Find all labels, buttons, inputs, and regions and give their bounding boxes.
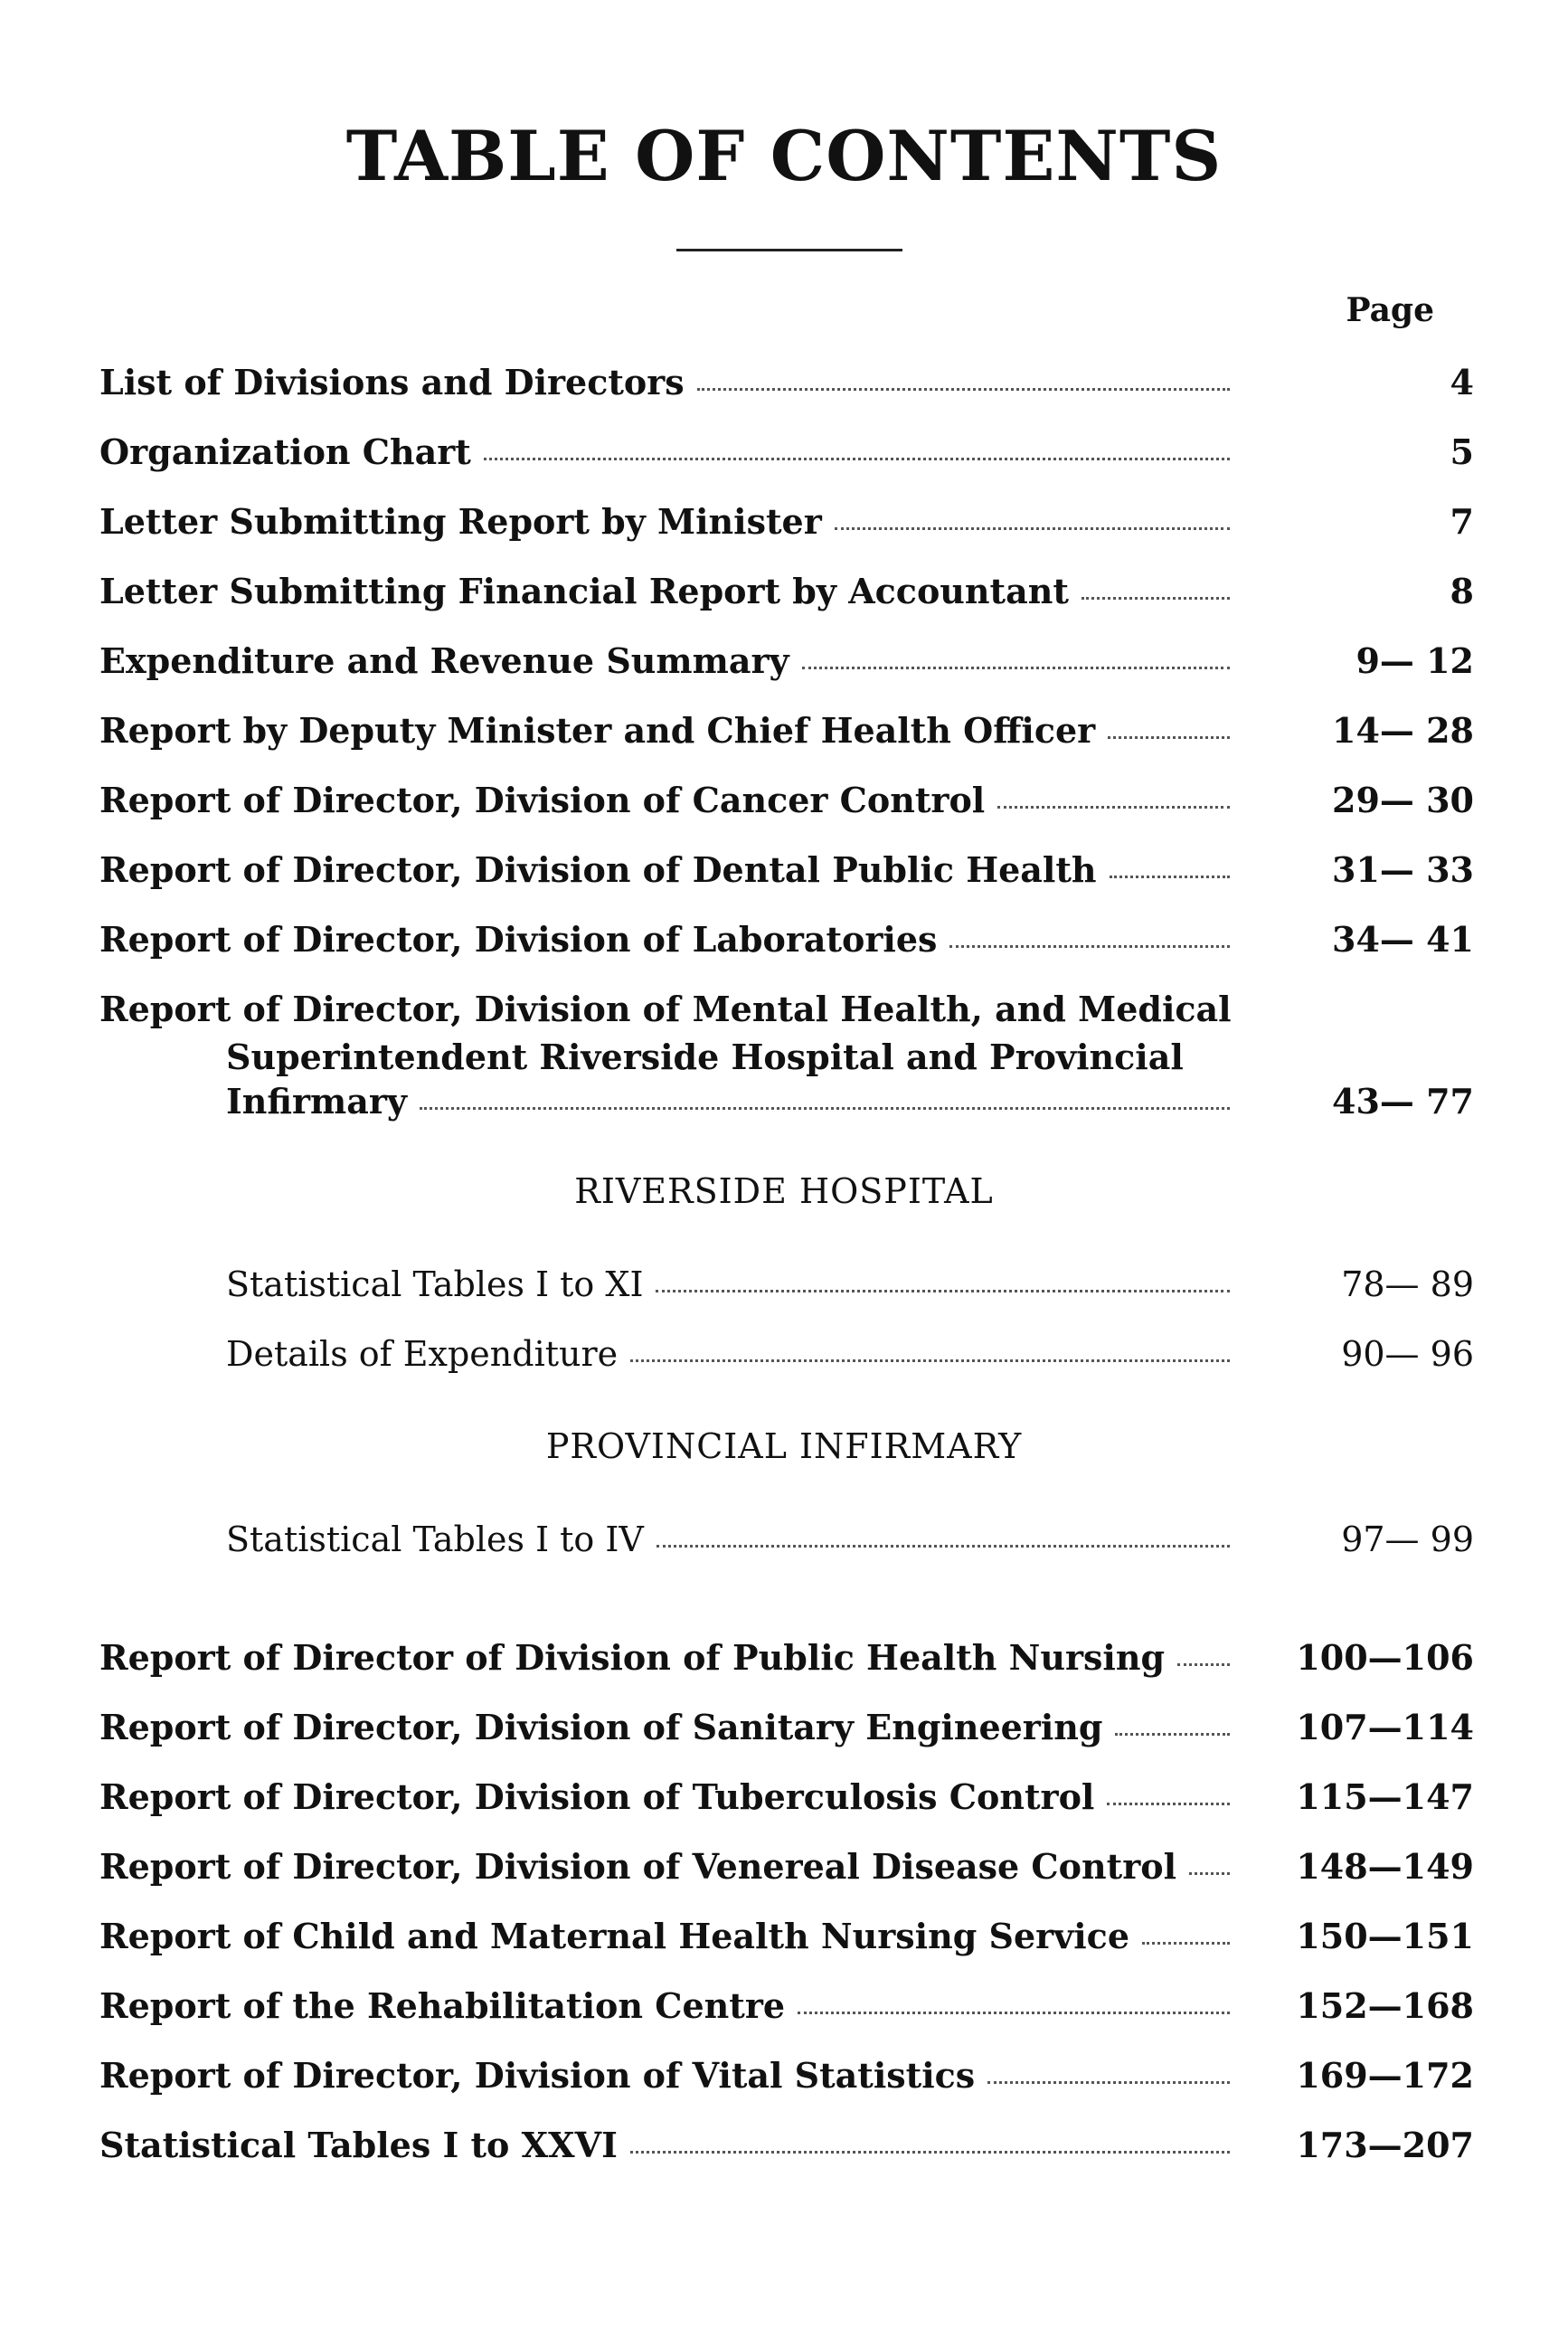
toc-entry[interactable] xyxy=(99,2125,1474,2175)
entry-pages: 97— 99 xyxy=(1341,1520,1474,1559)
entry-pages: 78— 89 xyxy=(1341,1264,1474,1304)
entry-label: Details of Expenditure xyxy=(226,1334,619,1374)
entry-label-line2: Superintendent Riverside Hospital and Provincial xyxy=(226,1037,1184,1077)
toc-entry[interactable] xyxy=(99,501,1474,552)
toc-entry[interactable] xyxy=(99,1520,1474,1570)
entry-label: Report of Director, Division of Tuberculosis Control xyxy=(99,1776,1095,1817)
entry-pages: 34— 41 xyxy=(1332,919,1474,960)
entry-pages: 14— 28 xyxy=(1332,710,1474,751)
entry-label: Report of Director, Division of Laboratories xyxy=(99,919,938,960)
entry-label: Letter Submitting Financial Report by Accountant xyxy=(99,571,1069,611)
entry-pages: 7 xyxy=(1450,501,1474,542)
toc-entry[interactable] xyxy=(99,919,1474,970)
section-heading-riverside: RIVERSIDE HOSPITAL xyxy=(574,1171,994,1211)
dot-leader xyxy=(987,2081,1230,2084)
entry-pages: 115—147 xyxy=(1296,1776,1474,1817)
dot-leader xyxy=(484,458,1230,460)
dot-leader xyxy=(1110,876,1230,878)
title-divider xyxy=(676,249,902,251)
entry-pages: 5 xyxy=(1450,431,1474,472)
toc-entry[interactable] xyxy=(99,1846,1474,1897)
toc-entry[interactable] xyxy=(99,1707,1474,1757)
entry-label: Report of Director, Division of Vital Statistics xyxy=(99,2055,976,2096)
entry-pages: 9— 12 xyxy=(1355,640,1474,681)
entry-label: Report of Director of Division of Public Health Nursing xyxy=(99,1637,1166,1678)
toc-entry[interactable] xyxy=(99,1637,1474,1688)
toc-entry-mental-health[interactable] xyxy=(99,989,1474,1131)
entry-pages: 31— 33 xyxy=(1332,849,1474,890)
entry-label: Letter Submitting Report by Minister xyxy=(99,501,822,542)
dot-leader xyxy=(1142,1942,1230,1945)
dot-leader xyxy=(630,1359,1230,1362)
entry-pages: 173—207 xyxy=(1296,2125,1474,2165)
dot-leader xyxy=(997,806,1230,809)
entry-label: List of Divisions and Directors xyxy=(99,362,685,402)
toc-entry[interactable] xyxy=(99,1776,1474,1827)
entry-pages: 43— 77 xyxy=(1332,1081,1474,1122)
dot-leader xyxy=(835,527,1230,530)
entry-label: Report of Director, Division of Venereal Disease Control xyxy=(99,1846,1177,1887)
entry-label: Report of Child and Maternal Health Nursing Service xyxy=(99,1916,1129,1956)
dot-leader xyxy=(949,945,1230,948)
toc-entry[interactable] xyxy=(99,640,1474,691)
entry-label: Statistical Tables I to XXVI xyxy=(99,2125,618,2165)
entry-pages: 169—172 xyxy=(1296,2055,1474,2096)
dot-leader xyxy=(656,1545,1230,1548)
entry-label: Expenditure and Revenue Summary xyxy=(99,640,789,681)
toc-entry[interactable] xyxy=(99,1264,1474,1315)
entry-pages: 90— 96 xyxy=(1341,1334,1474,1374)
entry-label: Report of Director, Division of Dental Public Health xyxy=(99,849,1097,890)
toc-entry[interactable] xyxy=(99,1334,1474,1385)
entry-pages: 152—168 xyxy=(1296,1985,1474,2026)
entry-pages: 4 xyxy=(1450,362,1474,402)
dot-leader xyxy=(697,388,1230,391)
entry-pages: 148—149 xyxy=(1296,1846,1474,1887)
toc-entry[interactable] xyxy=(99,2055,1474,2106)
entry-label: Statistical Tables I to XI xyxy=(226,1264,644,1304)
entry-label: Report of Director, Division of Cancer Control xyxy=(99,780,986,820)
dot-leader xyxy=(1082,597,1230,600)
dot-leader xyxy=(802,667,1230,669)
entry-pages: 107—114 xyxy=(1296,1707,1474,1747)
entry-label: Statistical Tables I to IV xyxy=(226,1520,644,1559)
entry-pages: 150—151 xyxy=(1296,1916,1474,1956)
toc-entry[interactable] xyxy=(99,780,1474,830)
dot-leader xyxy=(420,1107,1230,1110)
page-column-heading: Page xyxy=(1346,291,1434,329)
entry-pages: 8 xyxy=(1450,571,1474,611)
section-heading-infirmary: PROVINCIAL INFIRMARY xyxy=(545,1426,1023,1466)
toc-entry[interactable] xyxy=(99,849,1474,900)
dot-leader xyxy=(1107,1803,1230,1805)
dot-leader xyxy=(1108,736,1230,739)
entry-pages: 100—106 xyxy=(1296,1637,1474,1678)
dot-leader xyxy=(1189,1872,1230,1875)
entry-label: Report of Director, Division of Sanitary Engineering xyxy=(99,1707,1103,1747)
entry-label: Organization Chart xyxy=(99,431,471,472)
dot-leader xyxy=(656,1290,1230,1292)
toc-entry[interactable] xyxy=(99,362,1474,412)
dot-leader xyxy=(630,2151,1230,2154)
page-title: TABLE OF CONTENTS xyxy=(345,116,1223,196)
entry-label-line3: Infirmary xyxy=(226,1081,407,1122)
toc-entry[interactable] xyxy=(99,571,1474,621)
entry-pages: 29— 30 xyxy=(1332,780,1474,820)
toc-entry[interactable] xyxy=(99,1985,1474,2036)
toc-entry[interactable] xyxy=(99,431,1474,482)
dot-leader xyxy=(1177,1663,1230,1666)
entry-label: Report of the Rehabilitation Centre xyxy=(99,1985,786,2026)
toc-entry[interactable] xyxy=(99,710,1474,761)
toc-entry[interactable] xyxy=(99,1916,1474,1966)
dot-leader xyxy=(1115,1733,1230,1736)
dot-leader xyxy=(798,2012,1230,2014)
entry-label: Report by Deputy Minister and Chief Health Officer xyxy=(99,710,1096,751)
entry-label-line1: Report of Director, Division of Mental Health, and Medical xyxy=(99,989,1232,1029)
